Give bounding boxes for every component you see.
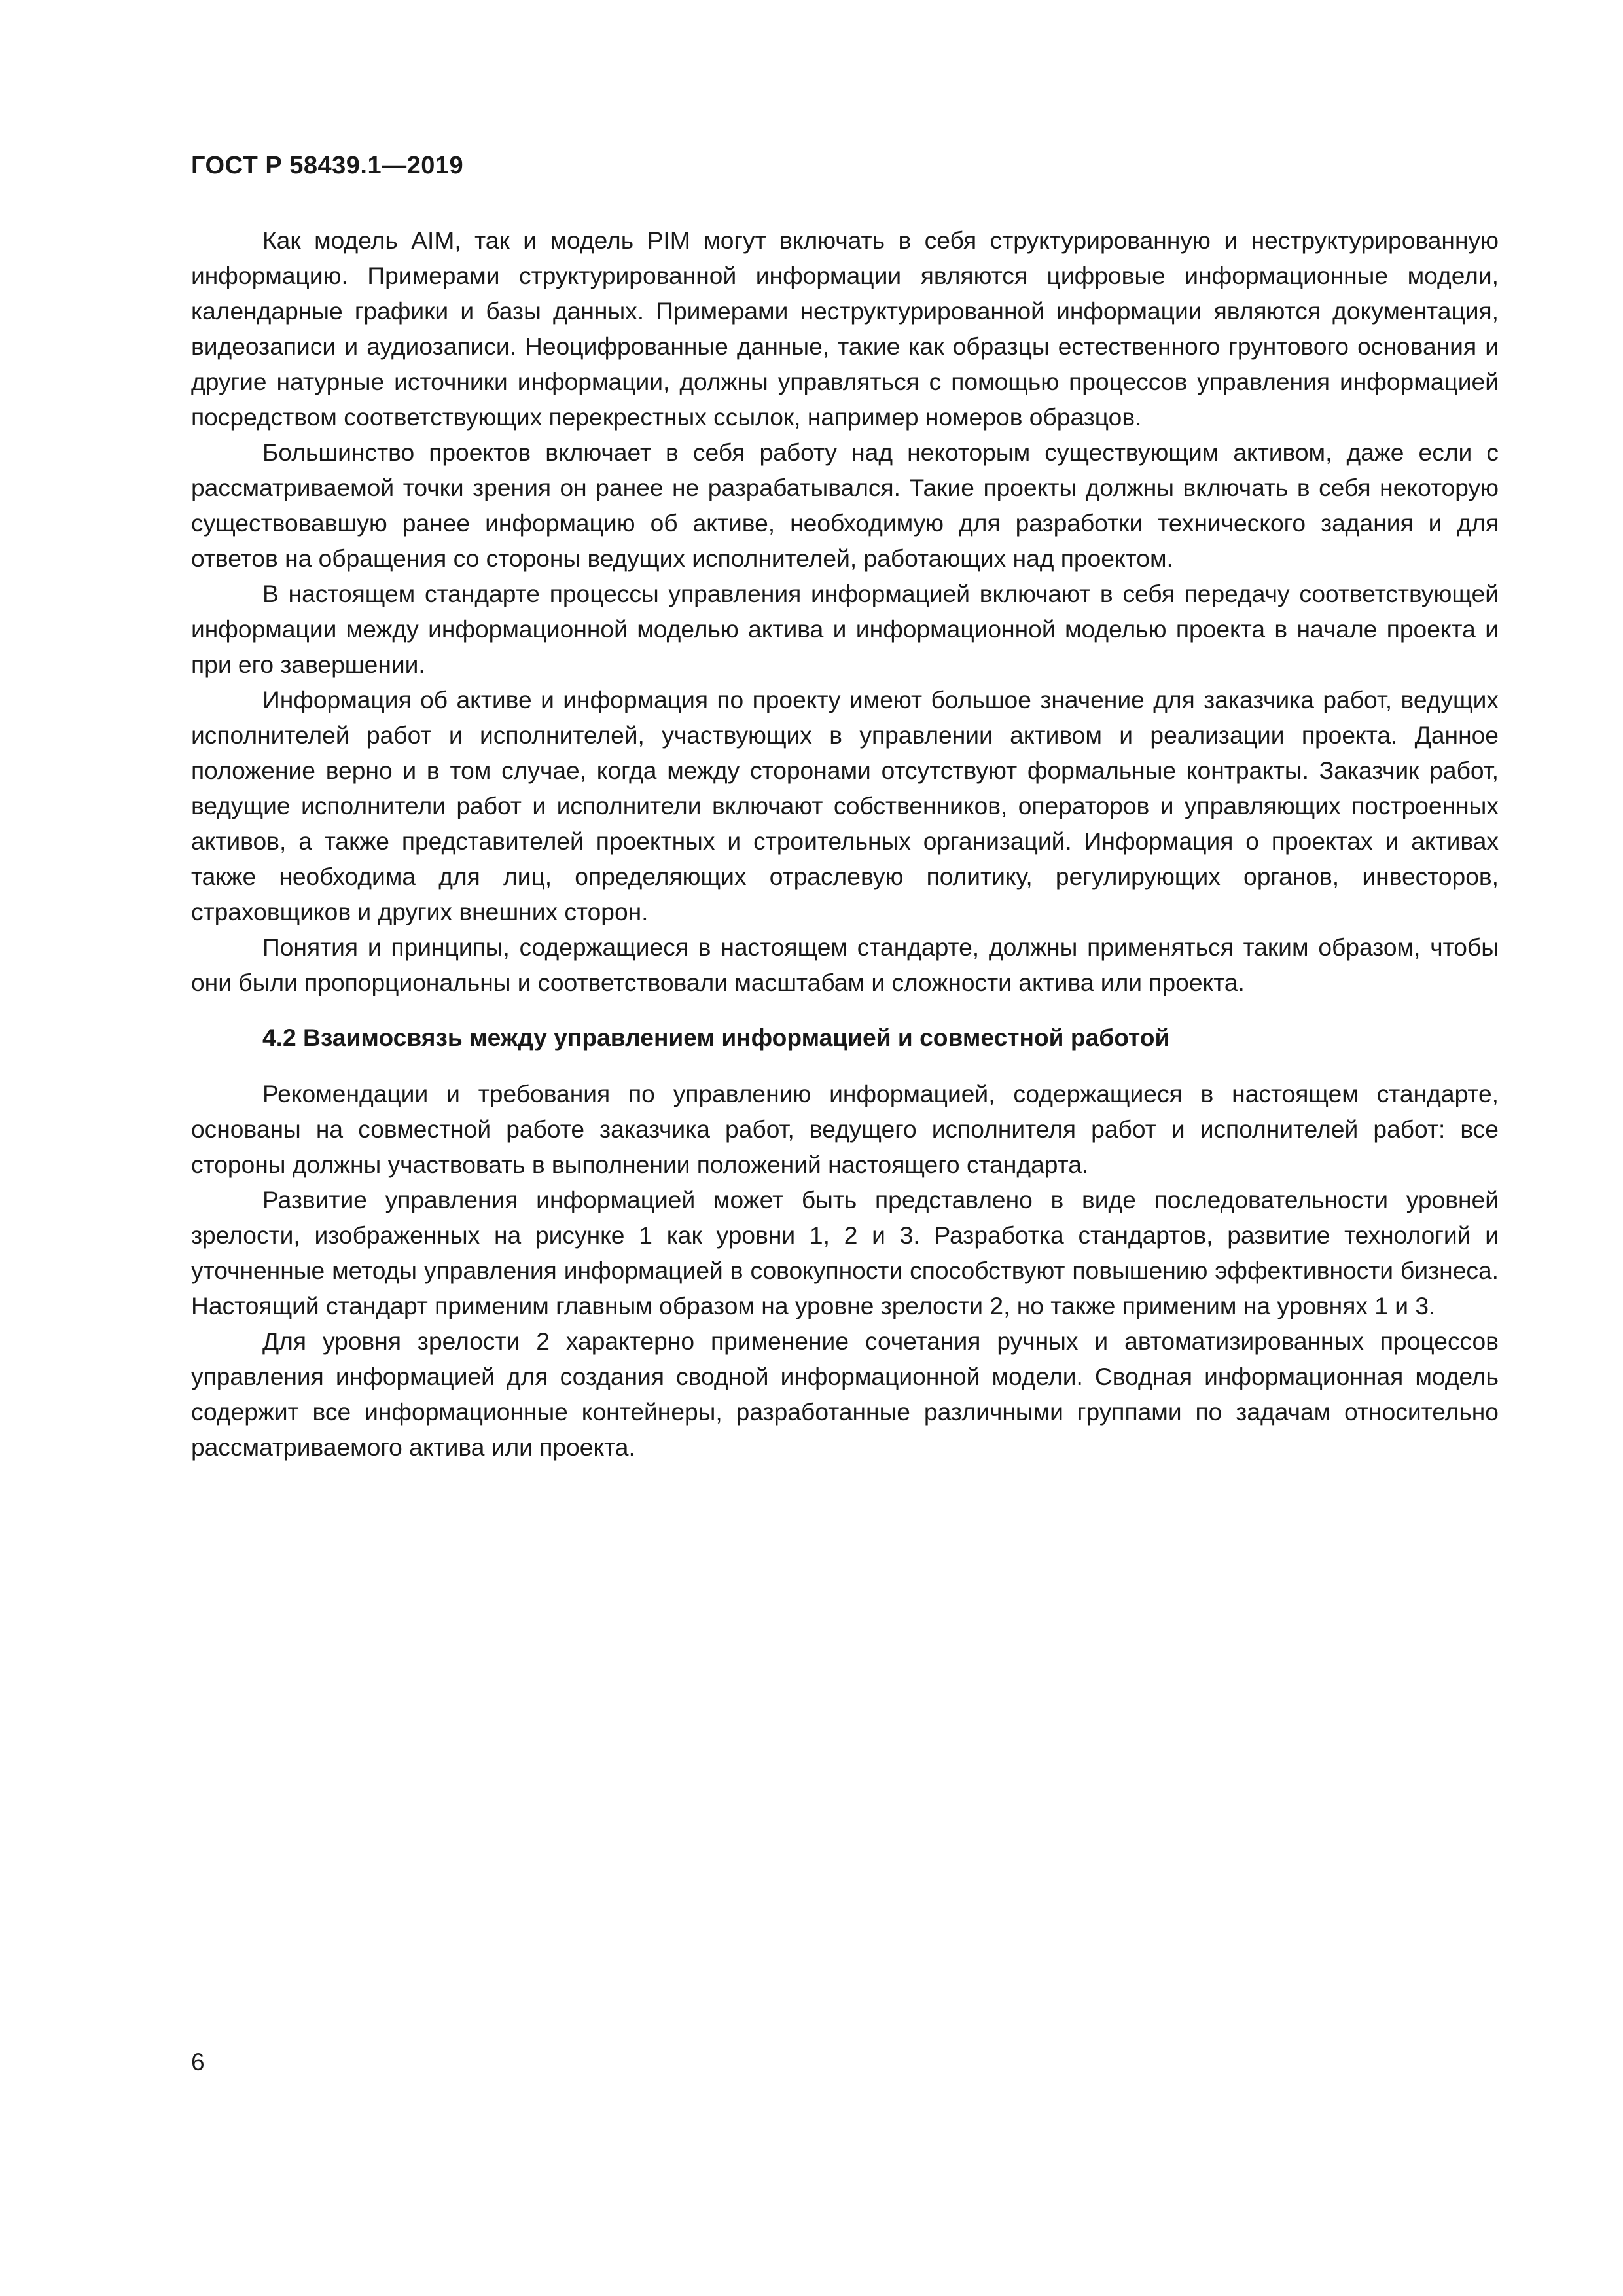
paragraph: Рекомендации и требования по управлению информацией, содержащиеся в настоящем стандарте, основаны на совместной работе заказчика работ, ведущего исполнителя работ и исполнителей работ: все стороны должны участвовать в выполнении положений настоящего стандарта. bbox=[191, 1080, 1499, 1178]
document-body bbox=[191, 223, 1499, 1465]
paragraph: Для уровня зрелости 2 характерно применение сочетания ручных и автоматизированных процессов управления информацией для создания сводной информационной модели. Сводная информационная модель содержит все информационные контейнеры, разработанные различными группами по задачам относительно рассматриваемого актива или проекта. bbox=[191, 1327, 1499, 1461]
standard-header: ГОСТ Р 58439.1—2019 bbox=[191, 152, 464, 179]
paragraph: Как модель AIM, так и модель PIM могут включать в себя структурированную и неструктурированную информацию. Примерами структурированной информации являются цифровые информационные модели, календарные графики и базы данных. Примерами неструктурированной информации являются документация, видеозаписи и аудиозаписи. Неоцифрованные данные, такие как образцы естественного грунтового основания и другие натурные источники информации, должны управляться с помощью процессов управления информацией посредством соответствующих перекрестных ссылок, например номеров образцов. bbox=[191, 226, 1499, 431]
paragraph: Развитие управления информацией может быть представлено в виде последовательности уровней зрелости, изображенных на рисунке 1 как уровни 1, 2 и 3. Разработка стандартов, развитие технологий и уточненные методы управления информацией в совокупности способствуют повышению эффективности бизнеса. Настоящий стандарт применим главным образом на уровне зрелости 2, но также применим на уровнях 1 и 3. bbox=[191, 1186, 1499, 1319]
paragraph: Большинство проектов включает в себя работу над некоторым существующим активом, даже если с рассматриваемой точки зрения он ранее не разрабатывался. Такие проекты должны включать в себя некоторую существовавшую ранее информацию об активе, необходимую для разработки технического задания и для ответов на обращения со стороны ведущих исполнителей, работающих над проектом. bbox=[191, 439, 1499, 572]
section-heading: 4.2 Взаимосвязь между управлением информацией и совместной работой bbox=[262, 1024, 1170, 1051]
paragraph: В настоящем стандарте процессы управления информацией включают в себя передачу соответствующей информации между информационной моделью актива и информационной моделью проекта в начале проекта и при его завершении. bbox=[191, 580, 1499, 678]
paragraph: Понятия и принципы, содержащиеся в настоящем стандарте, должны применяться таким образом, чтобы они были пропорциональны и соответствовали масштабам и сложности актива или проекта. bbox=[191, 933, 1499, 996]
paragraph: Информация об активе и информация по проекту имеют большое значение для заказчика работ, ведущих исполнителей работ и исполнителей, участвующих в управлении активом и реализации проекта. Данное положение верно и в том случае, когда между сторонами отсутствуют формальные контракты. Заказчик работ, ведущие исполнители работ и исполнители включают собственников, операторов и управляющих построенных активов, а также представителей проектных и строительных организаций. Информация о проектах и активах также необходима для лиц, определяющих отраслевую политику, регулирующих органов, инвесторов, страховщиков и других внешних сторон. bbox=[191, 686, 1499, 925]
page-number: 6 bbox=[191, 2049, 205, 2075]
